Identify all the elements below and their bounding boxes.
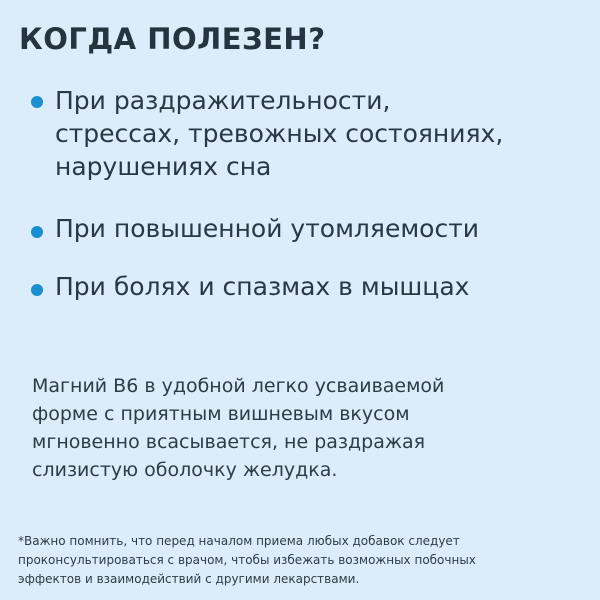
bullet-dot-icon — [31, 284, 43, 296]
bullet-dot-icon — [31, 96, 43, 108]
page-title: КОГДА ПОЛЕЗЕН? — [19, 22, 326, 56]
disclaimer-footnote: *Важно помнить, что перед началом приема любых добавок следует проконсультироваться с врачом, чтобы избежать возможных побочных эффектов и взаимодействий с другими лекарствами. — [18, 534, 476, 586]
list-item-text: При болях и спазмах в мышцах — [55, 272, 470, 301]
product-description: Магний B6 в удобной легко усваиваемой форме с приятным вишневым вкусом мгновенно всасывается, не раздражая слизистую оболочку желудка. — [32, 375, 445, 481]
list-item-text: При раздражительности, стрессах, тревожных состояниях, нарушениях сна — [55, 86, 504, 181]
list-item-text: При повышенной утомляемости — [55, 214, 480, 243]
bullet-dot-icon — [31, 226, 43, 238]
